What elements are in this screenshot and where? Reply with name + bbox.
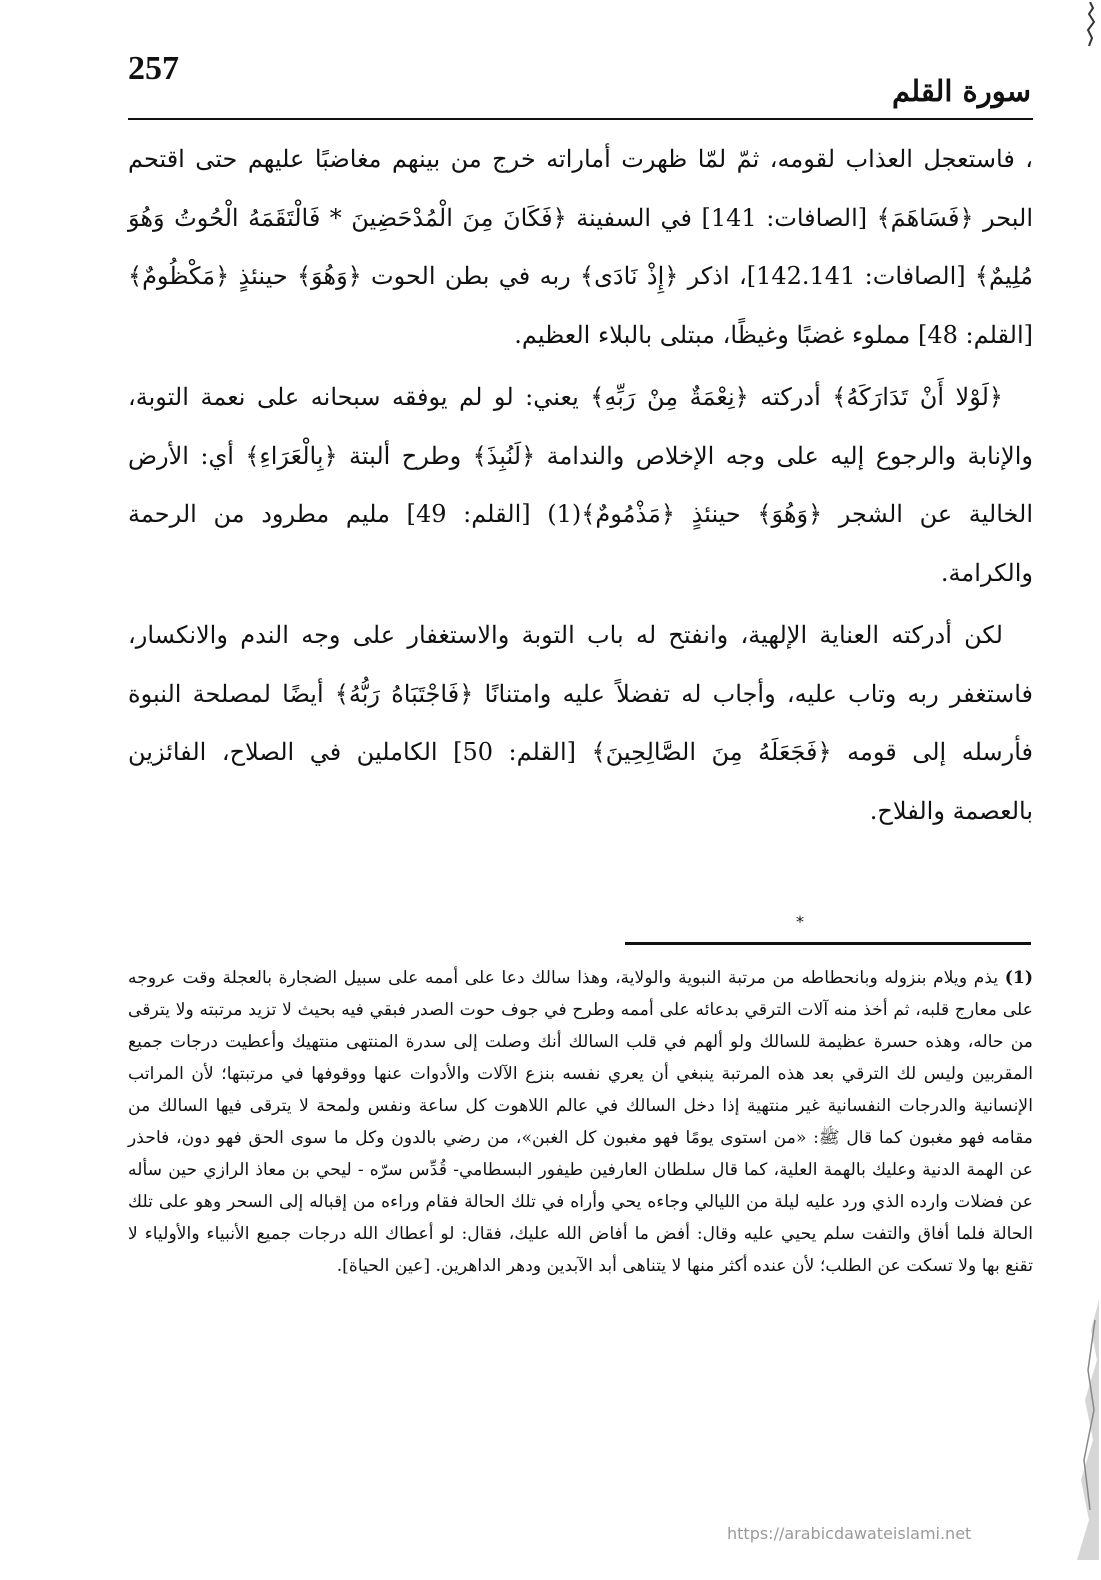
header-rule xyxy=(128,118,1033,120)
main-paragraph-2: ﴿لَوْلا أَنْ تَدَارَكَهُ﴾ أدركته ﴿نِعْمَةٌ مِنْ رَبِّهِ﴾ يعني: لو لم يوفقه سبحانه على نعمة التوبة، والإنابة والرجوع إليه على وجه الإخلاص والندامة ﴿لَنُبِذَ﴾ وطرح ألبتة ﴿بِالْعَرَاءِ﴾ أي: الأرض الخالية عن الشجر ﴿وَهُوَ﴾ حينئذٍ ﴿مَذْمُومٌ﴾(1) [القلم: 49] مليم مطرود من الرحمة والكرامة. xyxy=(128,383,1034,587)
footnote-text: يذم ويلام بنزوله وبانحطاطه من مرتبة النبوية والولاية، وهذا سالك دعا على أممه على سبيل الضجارة بالعجلة وقت عروجه على معارج قلبه، ثم أخذ منه آلات الترقي بدعائه على أممه وطرح في جوف حوت الصدر فبقي فيه بحيث لا تزيد مرتبته ولا يترقى من حاله، وهذه حسرة عظيمة للسالك ولو ألهم في قلب السالك أنك وصلت إلى سدرة المنتهى منتهيك وأعطيت درجات جميع المقربين وليس لك الترقي بعد هذه المرتبة ينبغي أن يعري نفسه بنزع الآلات والأدوات عنها ووقوفها في مرتبتها؛ لأن المراتب الإنسانية والدرجات النفسانية غير منتهية إذا دخل السالك في عالم اللاهوت كل ساعة ونفس ولمحة لا يترقى فيها السالك من مقامه فهو مغبون كما قال ﷺ: «من استوى يومًا فهو مغبون كل الغبن»، من رضي بالدون وكل ما سوى الحق فهو دون، فاحذر عن الهمة الدنية وعليك بالهمة العلية، كما قال سلطان العارفين طيفور البسطامي- قُدِّس سرّه - ليحي بن معاذ الرازي حين سأله عن فضلات وارده الذي ورد عليه ليلة من الليالي وجاءه يحي وأراه في تلك الحالة فقام وراءه من إقباله إلى السحر وهو على تلك الحالة فلما أفاق والتفت سلم يحيي عليه وقال: أفض ما أفاض الله عليك، فقال: لو أعطاك الله درجات جميع الأنبياء والأولياء لا تقنع بها ولا تسكت عن الطلب؛ لأن عنده أكثر منها لا يتناهى أبد الآبدين ودهر الداهرين. [عين الحياة]. xyxy=(128,968,1033,1276)
main-paragraph-3: لكن أدركته العناية الإلهية، وانفتح له باب التوبة والاستغفار على وجه الندم والانكسار، فاستغفر ربه وتاب عليه، وأجاب له تفضلاً عليه وامتنانًا ﴿فَاجْتَبَاهُ رَبُّهُ﴾ أيضًا لمصلحة النبوة فأرسله إلى قومه ﴿فَجَعَلَهُ مِنَ الصَّالِحِينَ﴾ [القلم: 50] الكاملين في الصلاح، الفائزين بالعصمة والفلاح. xyxy=(128,621,1034,825)
separator-mark: * xyxy=(796,912,804,931)
main-paragraph-1: ، فاستعجل العذاب لقومه، ثمّ لمّا ظهرت أماراته خرج من بينهم مغاضبًا عليهم حتى اقتحم البحر ﴿فَسَاهَمَ﴾ [الصافات: 141] في السفينة ﴿فَكَانَ مِنَ الْمُدْحَضِينَ * فَالْتَقَمَهُ الْحُوتُ وَهُوَ مُلِيمٌ﴾ [الصافات: 142.141]، اذكر ﴿إِذْ نَادَى﴾ ربه في بطن الحوت ﴿وَهُوَ﴾ حينئذٍ ﴿مَكْظُومٌ﴾ [القلم: 48] مملوء غضبًا وغيظًا، مبتلى بالبلاء العظيم. xyxy=(128,145,1033,349)
scan-edge-mark-icon xyxy=(1083,2,1097,46)
footnote-number: (1) xyxy=(1004,968,1033,988)
footnote-rule xyxy=(625,942,1031,945)
surah-title: سورة القلم xyxy=(891,74,1031,108)
main-text xyxy=(128,130,1033,844)
page-number: 257 xyxy=(128,50,179,87)
watermark-url: https://arabicdawateislami.net xyxy=(727,1524,972,1543)
scan-edge-shadow-icon xyxy=(1041,1300,1099,1560)
footnote xyxy=(128,962,1033,1282)
